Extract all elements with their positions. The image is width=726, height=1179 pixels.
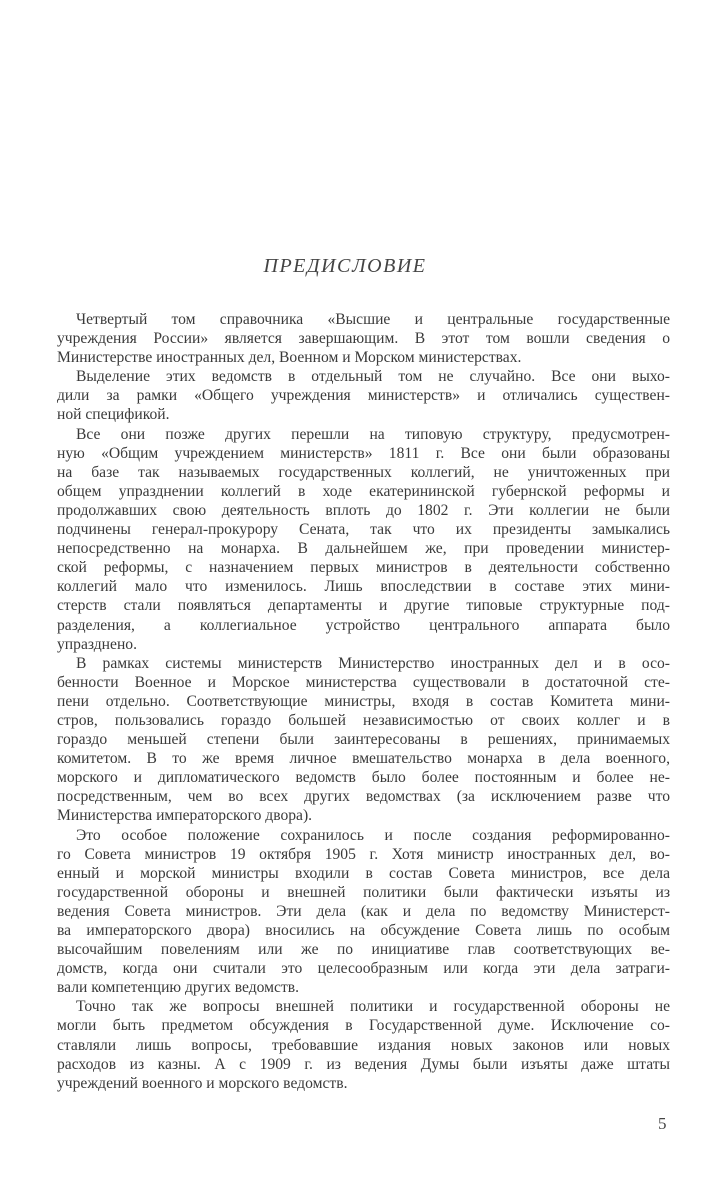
text-line: ставляли лишь вопросы, требовавшие издания новых законов или новых [57, 1036, 670, 1054]
text-line: пени отдельно. Соответствующие министры, входя в состав Комитета мини- [57, 692, 670, 710]
text-line: подчинены генерал-прокурору Сената, так что их президенты замыкались [57, 521, 670, 539]
text-line: В рамках системы министерств Министерство иностранных дел и в осо- [76, 654, 670, 672]
page-number: 5 [658, 1114, 667, 1133]
text-line: Это особое положение сохранилось и после создания реформированно- [76, 826, 670, 844]
text-line: посредственным, чем во всех других ведомствах (за исключением разве что [57, 788, 670, 806]
text-line: упразднено. [57, 635, 137, 653]
text-line: го Совета министров 19 октября 1905 г. Хотя министр иностранных дел, во- [57, 845, 670, 863]
paragraph [57, 997, 670, 1092]
text-line: Министерстве иностранных дел, Военном и Морском министерствах. [57, 349, 522, 367]
paragraph [57, 425, 670, 654]
text-line: на базе так называемых государственных коллегий, не уничтоженных при [57, 463, 670, 481]
text-line: общем упразднении коллегий в ходе екатерининской губернской реформы и [57, 482, 670, 500]
text-line: Все они позже других перешли на типовую структуру, предусмотрен- [76, 425, 670, 443]
text-line: Точно так же вопросы внешней политики и государственной обороны не [76, 998, 670, 1016]
text-line: стров, пользовались гораздо большей независимостью от своих коллег и в [57, 711, 670, 729]
text-line: учреждения России» является завершающим. В этот том вошли сведения о [57, 330, 670, 348]
text-line: домств, когда они считали это целесообразным или когда эти дела затраги- [57, 960, 670, 978]
text-line: расходов из казны. А с 1909 г. из ведения Думы были изъяты даже штаты [57, 1055, 670, 1073]
text-line: продолжавших свою деятельность вплоть до 1802 г. Эти коллегии не были [57, 501, 670, 519]
text-line: Министерства императорского двора). [57, 807, 313, 825]
text-line: непосредственно на монарха. В дальнейшем же, при проведении министер- [57, 540, 670, 558]
text-line: гораздо меньшей степени были заинтересованы в решениях, принимаемых [57, 731, 670, 749]
text-line: ведения Совета министров. Эти дела (как и дела по ведомству Министерст- [57, 902, 670, 920]
text-line: государственной обороны и внешней политики были фактически изъяты из [57, 883, 670, 901]
text-line: бенности Военное и Морское министерства существовали в достаточной сте- [57, 673, 670, 691]
text-line: вали компетенцию других ведомств. [57, 979, 300, 997]
text-line: учреждений военного и морского ведомств. [57, 1074, 348, 1092]
paragraph [57, 310, 670, 367]
body-text [57, 310, 670, 1093]
paragraph [57, 367, 670, 424]
text-line: могли быть предметом обсуждения в Государственной думе. Исключение со- [57, 1017, 670, 1035]
text-line: высочайшим повелениям или же по инициативе глав соответствующих ве- [57, 941, 670, 959]
text-line: ной спецификой. [57, 406, 170, 424]
paragraph [57, 826, 670, 998]
text-line: Четвертый том справочника «Высшие и центральные государственные [76, 311, 670, 328]
page-title: ПРЕДИСЛОВИЕ [263, 255, 427, 277]
text-line: коллегий мало что изменилось. Лишь впоследствии в составе этих мини- [57, 578, 670, 596]
text-line: стерств стали появляться департаменты и другие типовые структурные под- [57, 597, 670, 615]
text-line: комитетом. В то же время личное вмешательство монарха в дела военного, [57, 750, 670, 768]
text-line: ную «Общим учреждением министерств» 1811 г. Все они были образованы [57, 444, 670, 462]
text-line: разделения, а коллегиальное устройство центрального аппарата было [57, 616, 670, 634]
text-line: ской реформы, с назначением первых министров в деятельности собственно [57, 559, 670, 577]
text-line: ва императорского двора) вносились на обсуждение Совета лишь по особым [57, 922, 670, 939]
paragraph [57, 654, 670, 826]
text-line: Выделение этих ведомств в отдельный том не случайно. Все они выхо- [76, 368, 670, 386]
text-line: енный и морской министры входили в состав Совета министров, все дела [57, 864, 670, 882]
text-line: морского и дипломатического ведомств было более постоянным и более не- [57, 769, 670, 787]
text-line: дили за рамки «Общего учреждения министерств» и отличались существен- [57, 387, 670, 405]
